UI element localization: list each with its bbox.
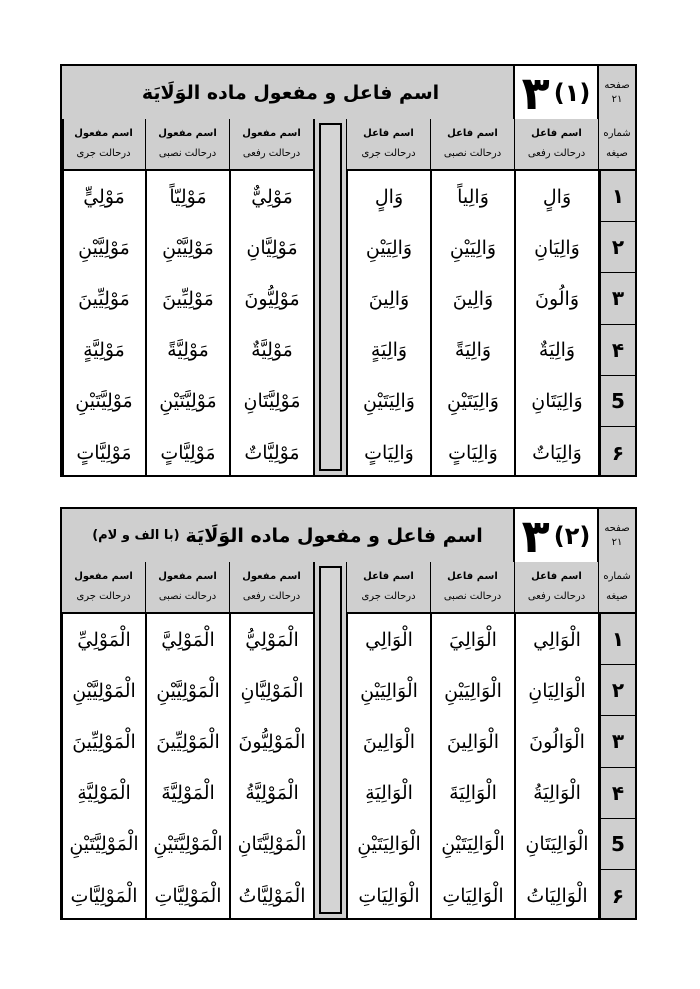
table-cell: الْمَوْلِيَّيْنِ [156, 679, 220, 702]
header-case: درحالت نصبی [158, 148, 217, 159]
table-cell: وَالِيَتَانِ [531, 390, 583, 413]
table-cell: مَوْلِيَّتَيْنِ [75, 390, 133, 413]
table-cell: الْوَالِيَيْنِ [444, 679, 502, 702]
column-mf-raf [230, 614, 314, 918]
row-index: ۴ [601, 325, 635, 376]
table-cell: الْوَالِي [365, 628, 413, 651]
table-cell: الْمَوْلِيُّونَ [238, 730, 306, 753]
index-column [599, 171, 635, 475]
row-index: ۱ [601, 171, 635, 222]
table-cell: الْمَوْلِيِّينَ [156, 730, 220, 753]
table-cell: وَالِيَةٌ [538, 339, 576, 362]
table-cell: الْمَوْلِيَّاتُ [238, 884, 306, 907]
header-label: اسم مفعول [158, 571, 217, 582]
table-cell: مَوْلِيَّةٍ [83, 339, 125, 362]
header-case: درحالت رفعی [527, 148, 586, 159]
table-cell: الْوَالُونَ [529, 730, 585, 753]
page-label: صفحه [604, 522, 630, 534]
table-cell: الْمَوْلِيِّينَ [72, 730, 136, 753]
row-index: ۳ [601, 716, 635, 767]
table-cell: الْوَالِينَ [362, 730, 416, 753]
header-label: اسم فاعل [531, 128, 582, 139]
table-cell: الْمَوْلِيَّتَانِ [237, 833, 307, 856]
table-cell: الْمَوْلِيَّةُ [245, 782, 299, 805]
table-cell: الْوَالِيَاتِ [358, 884, 420, 907]
table-cell: الْوَالِيَةِ [365, 782, 413, 805]
table-cell: مَوْلِيَّتَانِ [243, 390, 301, 413]
header-label: اسم مفعول [158, 128, 217, 139]
row-index: 5 [601, 819, 635, 870]
header-case: درحالت جری [76, 591, 131, 602]
table-cell: الْوَالِيَاتُ [526, 884, 588, 907]
table-cell: مَوْلِيّاً [169, 185, 207, 208]
row-index: ۶ [611, 440, 625, 465]
page-label: صفحه [604, 79, 630, 91]
header-mf-raf [230, 119, 314, 171]
column-fa-jarr [347, 614, 431, 918]
header-label: اسم فاعل [531, 571, 582, 582]
table-number-paren: (۲) [553, 521, 591, 550]
header-case: درحالت جری [76, 148, 131, 159]
table-cell: وَالِيَتَيْنِ [363, 390, 415, 413]
column-mf-nasb [146, 614, 230, 918]
table-cell: مَوْلِيٌّ [251, 185, 293, 208]
table-title [62, 66, 515, 119]
header-fa-jarr [347, 562, 431, 614]
column-mf-nasb [146, 171, 230, 475]
table-cell: الْمَوْلِيَّيْنِ [72, 679, 136, 702]
table-cell: الْوَالِيَةَ [449, 782, 497, 805]
title-subtitle: (با الف و لام) [92, 528, 180, 543]
column-mf-jarr [62, 171, 146, 475]
header-label: اسم مفعول [242, 571, 301, 582]
header-fa-raf [515, 119, 599, 171]
table-number-paren: (۱) [553, 78, 591, 107]
column-fa-jarr [347, 171, 431, 475]
row-index: 5 [601, 376, 635, 427]
page-number: ۲۱ [611, 536, 623, 548]
table-cell: الْوَالِيَتَانِ [525, 833, 589, 856]
table-cell: وَالِيَيْنِ [365, 236, 413, 259]
table-cell: وَالِيَتَيْنِ [447, 390, 499, 413]
table-cell: الْمَوْلِيَّةَ [161, 782, 215, 805]
index-label-2: صیغه [606, 591, 628, 602]
header-fa-raf [515, 562, 599, 614]
table-header [62, 509, 635, 564]
header-label: اسم فاعل [363, 128, 414, 139]
row-index: ۴ [601, 768, 635, 819]
table-cell: الْوَالِينَ [446, 730, 500, 753]
header-case: درحالت رفعی [242, 148, 301, 159]
table-cell: وَالِياً [457, 185, 489, 208]
header-case: درحالت رفعی [242, 591, 301, 602]
table-cell: مَوْلِيَّاتٌ [244, 441, 300, 464]
header-case: درحالت نصبی [443, 148, 502, 159]
row-index: ۲ [601, 665, 635, 716]
table-cell: مَوْلِيَّانِ [246, 236, 298, 259]
table-cell: الْمَوْلِيَّةِ [77, 782, 131, 805]
conjugation-table-2 [60, 507, 637, 920]
header-mf-jarr [62, 119, 146, 171]
header-label: اسم فاعل [447, 128, 498, 139]
table-number-big: ۳ [521, 65, 550, 120]
table-cell: وَالِيَةً [454, 339, 492, 362]
column-mf-raf [230, 171, 314, 475]
table-cell: مَوْلِيِّينَ [162, 287, 214, 310]
table-cell: وَالِيَيْنِ [449, 236, 497, 259]
table-cell: الْمَوْلِيَّتَيْنِ [69, 833, 139, 856]
table-cell: الْوَالِيَيْنِ [360, 679, 418, 702]
table-cell: وَالٍ [542, 185, 572, 208]
table-number [515, 66, 599, 119]
table-cell: مَوْلِيَّيْنِ [162, 236, 214, 259]
header-index [599, 119, 635, 171]
table-cell: الْوَالِي [533, 628, 581, 651]
table-cell: الْمَوْلِيَّانِ [240, 679, 304, 702]
table-header [62, 66, 635, 121]
separator-column [314, 119, 347, 475]
header-case: درحالت نصبی [443, 591, 502, 602]
header-label: اسم فاعل [447, 571, 498, 582]
header-mf-nasb [146, 119, 230, 171]
table-number [515, 509, 599, 562]
table-title [62, 509, 515, 562]
header-case: درحالت نصبی [158, 591, 217, 602]
header-label: اسم مفعول [242, 128, 301, 139]
page-reference [599, 66, 635, 119]
index-label-2: صیغه [606, 148, 628, 159]
header-case: درحالت جری [361, 148, 416, 159]
table-cell: الْوَالِيَ [449, 628, 497, 651]
table-cell: وَالُونَ [535, 287, 580, 310]
column-fa-nasb [431, 171, 515, 475]
separator-inner [319, 123, 342, 471]
page-reference [599, 509, 635, 562]
header-mf-nasb [146, 562, 230, 614]
table-cell: الْوَالِيَتَيْنِ [357, 833, 421, 856]
table-cell: الْمَوْلِيَّاتِ [154, 884, 222, 907]
column-fa-raf [515, 171, 599, 475]
table-cell: وَالِينَ [368, 287, 410, 310]
separator-column [314, 562, 347, 918]
table-cell: مَوْلِيَّةٌ [251, 339, 293, 362]
table-cell: مَوْلِيَّتَيْنِ [159, 390, 217, 413]
table-cell: مَوْلِيَّيْنِ [78, 236, 130, 259]
header-label: اسم مفعول [74, 128, 133, 139]
page-number: ۲۱ [611, 93, 623, 105]
header-index [599, 562, 635, 614]
table-cell: مَوْلِيَّاتٍ [160, 441, 216, 464]
header-mf-jarr [62, 562, 146, 614]
header-fa-nasb [431, 562, 515, 614]
index-label-1: شماره [603, 128, 631, 139]
separator-inner [319, 566, 342, 914]
table-cell: الْوَالِيَتَيْنِ [441, 833, 505, 856]
index-column [599, 614, 635, 918]
table-cell: وَالٍ [374, 185, 404, 208]
column-fa-raf [515, 614, 599, 918]
table-cell: الْوَالِيَانِ [528, 679, 586, 702]
row-index: ۲ [601, 222, 635, 273]
column-fa-nasb [431, 614, 515, 918]
table-cell: الْمَوْلِيِّ [77, 628, 131, 651]
row-index: ۳ [601, 273, 635, 324]
table-cell: مَوْلِيِّينَ [78, 287, 130, 310]
header-label: اسم مفعول [74, 571, 133, 582]
table-cell: وَالِيَةٍ [370, 339, 408, 362]
header-mf-raf [230, 562, 314, 614]
table-cell: الْمَوْلِيَّ [161, 628, 215, 651]
table-cell: وَالِيَانِ [534, 236, 580, 259]
header-fa-jarr [347, 119, 431, 171]
table-cell: وَالِيَاتٍ [448, 441, 498, 464]
table-cell: وَالِينَ [452, 287, 494, 310]
header-case: درحالت رفعی [527, 591, 586, 602]
row-index: ۶ [611, 883, 625, 908]
conjugation-table-1 [60, 64, 637, 477]
table-cell: الْمَوْلِيَّتَيْنِ [153, 833, 223, 856]
table-cell: مَوْلِيٍّ [83, 185, 125, 208]
column-mf-jarr [62, 614, 146, 918]
header-label: اسم فاعل [363, 571, 414, 582]
table-number-big: ۳ [521, 508, 550, 563]
row-index: ۱ [601, 614, 635, 665]
table-cell: مَوْلِيَّةً [167, 339, 209, 362]
table-cell: الْمَوْلِيَّاتِ [70, 884, 138, 907]
table-cell: الْوَالِيَاتِ [442, 884, 504, 907]
title-text: اسم فاعل و مفعول ماده الوَلَایَة [185, 524, 483, 547]
table-cell: الْمَوْلِيُّ [245, 628, 299, 651]
table-cell: وَالِيَاتٌ [532, 441, 582, 464]
index-label-1: شماره [603, 571, 631, 582]
table-cell: وَالِيَاتٍ [364, 441, 414, 464]
table-cell: الْوَالِيَةُ [533, 782, 581, 805]
header-case: درحالت جری [361, 591, 416, 602]
header-fa-nasb [431, 119, 515, 171]
title-text: اسم فاعل و مفعول ماده الوَلَایَة [141, 81, 440, 104]
table-cell: مَوْلِيُّونَ [244, 287, 300, 310]
table-cell: مَوْلِيَّاتٍ [76, 441, 132, 464]
